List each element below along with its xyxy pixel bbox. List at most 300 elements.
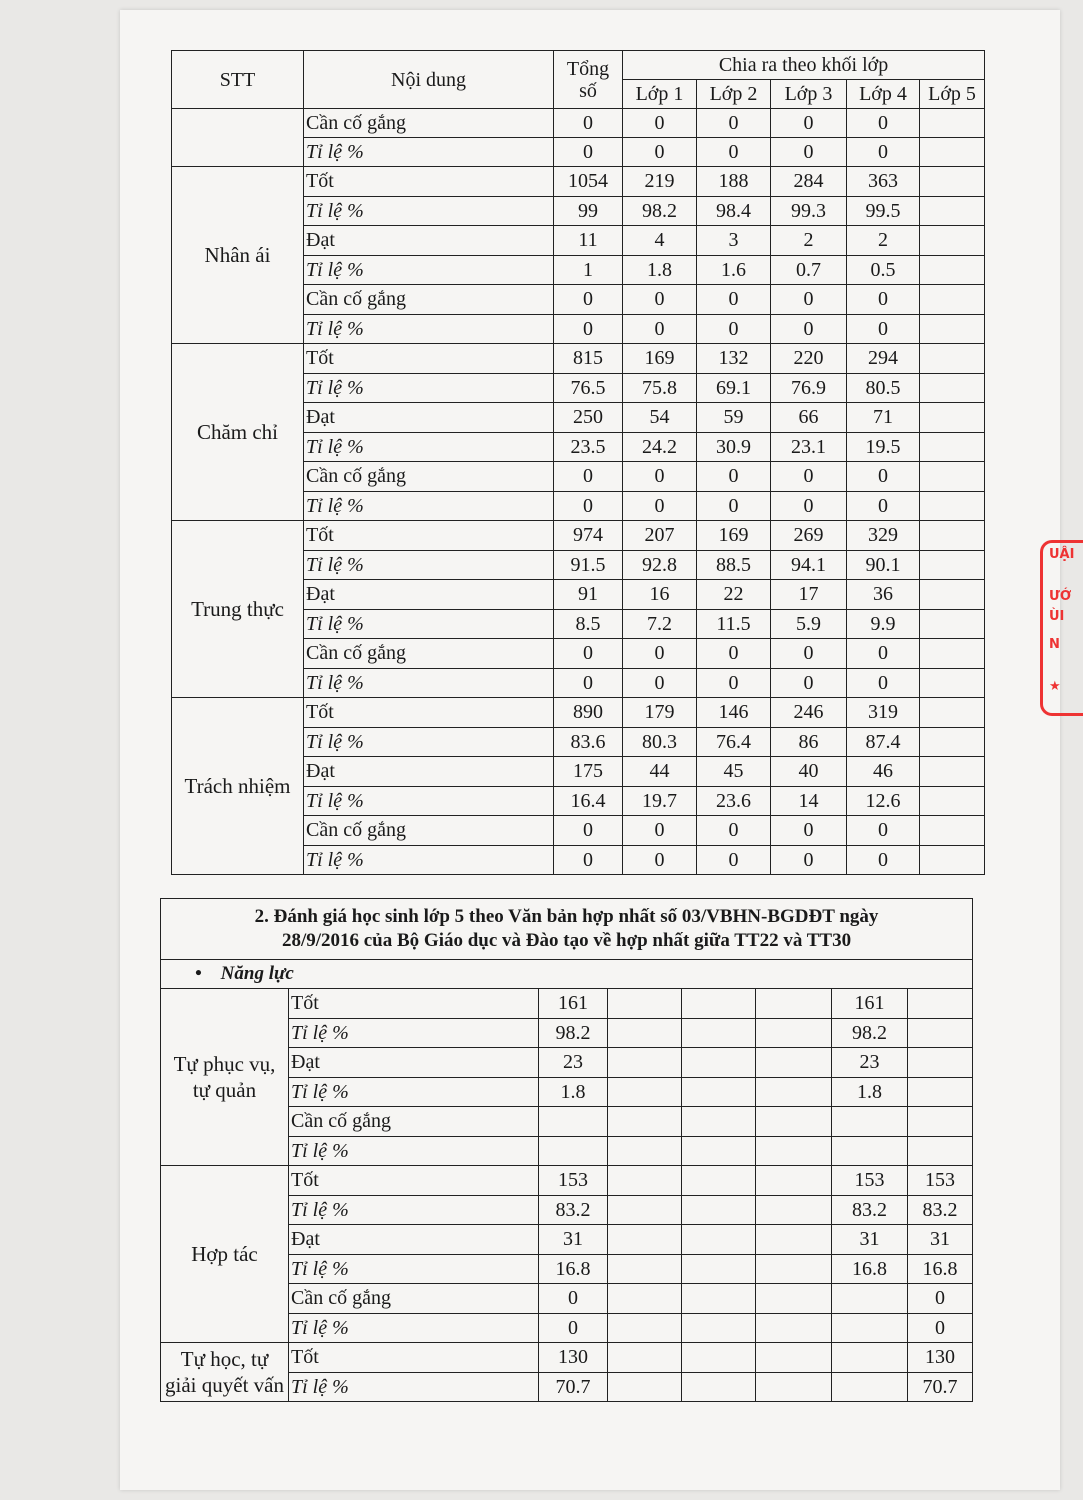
value-cell: 16.8 xyxy=(539,1254,608,1284)
value-cell: 99.3 xyxy=(771,196,847,226)
row-label: Cần cố gắng xyxy=(304,816,554,846)
evaluation-table-grade5 xyxy=(160,898,973,1402)
value-cell xyxy=(920,727,985,757)
value-cell: 70.7 xyxy=(539,1372,608,1402)
section-2-heading xyxy=(161,899,973,960)
value-cell xyxy=(756,1107,832,1137)
value-cell xyxy=(920,255,985,285)
subheading-text: Năng lực xyxy=(220,963,294,984)
header-lop-3: Lớp 3 xyxy=(771,80,847,109)
stamp-text-1: UẬI xyxy=(1049,547,1075,562)
value-cell: 0 xyxy=(623,639,697,669)
value-cell xyxy=(920,609,985,639)
value-cell: 23 xyxy=(832,1048,908,1078)
value-cell xyxy=(920,786,985,816)
row-label: Tốt xyxy=(304,167,554,197)
value-cell: 179 xyxy=(623,698,697,728)
value-cell: 99.5 xyxy=(847,196,920,226)
value-cell: 16 xyxy=(623,580,697,610)
value-cell xyxy=(920,403,985,433)
value-cell: 169 xyxy=(623,344,697,374)
value-cell xyxy=(920,580,985,610)
value-cell: 0 xyxy=(623,845,697,875)
value-cell: 1.8 xyxy=(623,255,697,285)
value-cell xyxy=(682,1048,756,1078)
value-cell: 890 xyxy=(554,698,623,728)
row-label: Cần cố gắng xyxy=(289,1284,539,1314)
value-cell xyxy=(920,109,985,138)
value-cell: 0 xyxy=(771,668,847,698)
value-cell: 329 xyxy=(847,521,920,551)
value-cell xyxy=(608,1254,682,1284)
value-cell xyxy=(682,1225,756,1255)
value-cell: 80.5 xyxy=(847,373,920,403)
row-label: Tỉ lệ % xyxy=(289,1077,539,1107)
value-cell: 0 xyxy=(554,314,623,344)
header-stt: STT xyxy=(172,51,304,109)
section-2-subheading: • Năng lực xyxy=(161,960,973,989)
value-cell: 2 xyxy=(847,226,920,256)
value-cell: 0 xyxy=(554,639,623,669)
value-cell: 11.5 xyxy=(697,609,771,639)
row-label: Tỉ lệ % xyxy=(304,138,554,167)
value-cell: 0 xyxy=(771,491,847,521)
value-cell xyxy=(832,1107,908,1137)
value-cell: 0.5 xyxy=(847,255,920,285)
value-cell xyxy=(608,1077,682,1107)
value-cell xyxy=(908,1018,973,1048)
value-cell xyxy=(920,373,985,403)
value-cell xyxy=(756,1077,832,1107)
value-cell xyxy=(682,1372,756,1402)
value-cell xyxy=(832,1284,908,1314)
value-cell xyxy=(920,462,985,492)
value-cell: 19.5 xyxy=(847,432,920,462)
value-cell: 1054 xyxy=(554,167,623,197)
value-cell: 0 xyxy=(554,491,623,521)
value-cell: 9.9 xyxy=(847,609,920,639)
row-label: Tốt xyxy=(304,698,554,728)
value-cell: 16.4 xyxy=(554,786,623,816)
category-cell: Nhân ái xyxy=(172,167,304,344)
value-cell xyxy=(608,1136,682,1166)
value-cell: 0 xyxy=(847,816,920,846)
value-cell: 0 xyxy=(847,314,920,344)
value-cell xyxy=(920,196,985,226)
value-cell: 1 xyxy=(554,255,623,285)
value-cell: 23 xyxy=(539,1048,608,1078)
table-row xyxy=(172,109,985,138)
value-cell xyxy=(682,1018,756,1048)
value-cell: 153 xyxy=(832,1166,908,1196)
value-cell: 219 xyxy=(623,167,697,197)
value-cell: 87.4 xyxy=(847,727,920,757)
value-cell: 76.5 xyxy=(554,373,623,403)
value-cell: 23.1 xyxy=(771,432,847,462)
value-cell xyxy=(920,816,985,846)
row-label: Tỉ lệ % xyxy=(304,196,554,226)
section-2-heading-line-1: 2. Đánh giá học sinh lớp 5 theo Văn bản hợp nhất số 03/VBHN-BGDĐT ngày xyxy=(254,906,879,927)
value-cell: 98.4 xyxy=(697,196,771,226)
value-cell: 0 xyxy=(697,639,771,669)
value-cell xyxy=(608,1313,682,1343)
value-cell: 0 xyxy=(847,285,920,315)
value-cell xyxy=(920,167,985,197)
value-cell: 0 xyxy=(623,491,697,521)
row-label: Đạt xyxy=(304,580,554,610)
value-cell: 16.8 xyxy=(832,1254,908,1284)
value-cell: 45 xyxy=(697,757,771,787)
value-cell xyxy=(832,1313,908,1343)
value-cell xyxy=(908,1077,973,1107)
value-cell xyxy=(920,521,985,551)
value-cell: 0 xyxy=(771,285,847,315)
value-cell xyxy=(539,1107,608,1137)
value-cell: 294 xyxy=(847,344,920,374)
row-label: Cần cố gắng xyxy=(304,462,554,492)
row-label: Đạt xyxy=(304,226,554,256)
value-cell: 0 xyxy=(554,845,623,875)
value-cell: 0 xyxy=(697,138,771,167)
value-cell: 130 xyxy=(539,1343,608,1373)
value-cell: 31 xyxy=(908,1225,973,1255)
value-cell: 98.2 xyxy=(832,1018,908,1048)
value-cell xyxy=(756,1048,832,1078)
row-label: Đạt xyxy=(289,1048,539,1078)
value-cell xyxy=(920,698,985,728)
value-cell: 23.6 xyxy=(697,786,771,816)
value-cell xyxy=(908,989,973,1019)
value-cell xyxy=(608,1048,682,1078)
value-cell: 0 xyxy=(697,109,771,138)
value-cell xyxy=(682,1195,756,1225)
value-cell: 59 xyxy=(697,403,771,433)
header-lop-5: Lớp 5 xyxy=(920,80,985,109)
value-cell: 69.1 xyxy=(697,373,771,403)
row-label: Tỉ lệ % xyxy=(289,1018,539,1048)
value-cell: 2 xyxy=(771,226,847,256)
row-label: Tỉ lệ % xyxy=(304,786,554,816)
value-cell: 0 xyxy=(847,845,920,875)
value-cell: 0 xyxy=(771,109,847,138)
row-label: Đạt xyxy=(304,403,554,433)
value-cell: 161 xyxy=(832,989,908,1019)
value-cell: 36 xyxy=(847,580,920,610)
section-2-heading-line-2: 28/9/2016 của Bộ Giáo dục và Đào tạo về hợp nhất giữa TT22 và TT30 xyxy=(281,930,852,951)
value-cell: 7.2 xyxy=(623,609,697,639)
row-label: Tỉ lệ % xyxy=(304,373,554,403)
value-cell xyxy=(756,989,832,1019)
value-cell: 88.5 xyxy=(697,550,771,580)
value-cell: 0 xyxy=(623,138,697,167)
value-cell xyxy=(682,1343,756,1373)
red-stamp-fragment xyxy=(1040,540,1083,716)
value-cell: 17 xyxy=(771,580,847,610)
value-cell xyxy=(832,1136,908,1166)
value-cell xyxy=(756,1018,832,1048)
value-cell: 0 xyxy=(554,109,623,138)
value-cell xyxy=(756,1166,832,1196)
value-cell: 0 xyxy=(697,816,771,846)
value-cell: 220 xyxy=(771,344,847,374)
value-cell xyxy=(920,344,985,374)
value-cell: 269 xyxy=(771,521,847,551)
value-cell xyxy=(608,1225,682,1255)
value-cell: 284 xyxy=(771,167,847,197)
value-cell: 0 xyxy=(554,462,623,492)
value-cell xyxy=(756,1136,832,1166)
row-label: Tốt xyxy=(304,344,554,374)
value-cell xyxy=(682,1077,756,1107)
row-label: Tốt xyxy=(304,521,554,551)
value-cell: 0 xyxy=(697,314,771,344)
value-cell xyxy=(608,1195,682,1225)
value-cell xyxy=(682,1313,756,1343)
value-cell: 0 xyxy=(847,639,920,669)
value-cell: 16.8 xyxy=(908,1254,973,1284)
value-cell: 0 xyxy=(623,816,697,846)
row-label: Đạt xyxy=(289,1225,539,1255)
category-cell: Trung thực xyxy=(172,521,304,698)
value-cell: 30.9 xyxy=(697,432,771,462)
value-cell: 0 xyxy=(554,138,623,167)
value-cell xyxy=(920,757,985,787)
row-label: Cần cố gắng xyxy=(304,109,554,138)
row-label: Cần cố gắng xyxy=(304,285,554,315)
value-cell: 3 xyxy=(697,226,771,256)
value-cell: 98.2 xyxy=(623,196,697,226)
value-cell: 0 xyxy=(623,109,697,138)
row-label: Tỉ lệ % xyxy=(304,609,554,639)
value-cell xyxy=(920,285,985,315)
value-cell: 0 xyxy=(908,1313,973,1343)
value-cell: 246 xyxy=(771,698,847,728)
value-cell: 0 xyxy=(908,1284,973,1314)
value-cell: 44 xyxy=(623,757,697,787)
table-row xyxy=(161,1343,973,1373)
row-label: Tỉ lệ % xyxy=(289,1372,539,1402)
value-cell: 0 xyxy=(554,285,623,315)
value-cell xyxy=(682,1107,756,1137)
value-cell xyxy=(608,1343,682,1373)
value-cell: 83.2 xyxy=(539,1195,608,1225)
value-cell: 54 xyxy=(623,403,697,433)
value-cell: 83.6 xyxy=(554,727,623,757)
value-cell xyxy=(756,1313,832,1343)
value-cell: 94.1 xyxy=(771,550,847,580)
value-cell: 974 xyxy=(554,521,623,551)
value-cell: 0 xyxy=(847,491,920,521)
category-cell: Chăm chỉ xyxy=(172,344,304,521)
header-noi-dung: Nội dung xyxy=(304,51,554,109)
value-cell: 161 xyxy=(539,989,608,1019)
value-cell xyxy=(832,1343,908,1373)
value-cell: 0 xyxy=(623,668,697,698)
value-cell: 31 xyxy=(539,1225,608,1255)
value-cell: 12.6 xyxy=(847,786,920,816)
value-cell: 0 xyxy=(771,138,847,167)
value-cell: 0 xyxy=(847,138,920,167)
row-label: Tỉ lệ % xyxy=(289,1195,539,1225)
value-cell: 0 xyxy=(847,462,920,492)
value-cell: 0 xyxy=(623,314,697,344)
value-cell: 0 xyxy=(771,639,847,669)
value-cell xyxy=(682,1254,756,1284)
category-cell: Tự học, tự giải quyết vấn xyxy=(161,1343,289,1402)
value-cell: 0 xyxy=(771,816,847,846)
row-label: Tỉ lệ % xyxy=(304,727,554,757)
header-chia-ra: Chia ra theo khối lớp xyxy=(623,51,985,80)
value-cell: 0 xyxy=(771,845,847,875)
value-cell: 0 xyxy=(554,668,623,698)
value-cell: 207 xyxy=(623,521,697,551)
stamp-text-4: N xyxy=(1049,637,1060,652)
row-label: Tỉ lệ % xyxy=(304,314,554,344)
table-row xyxy=(172,344,985,374)
value-cell xyxy=(920,491,985,521)
value-cell: 0 xyxy=(697,491,771,521)
table-row xyxy=(161,989,973,1019)
table-row xyxy=(172,167,985,197)
value-cell: 86 xyxy=(771,727,847,757)
value-cell: 46 xyxy=(847,757,920,787)
value-cell xyxy=(682,1136,756,1166)
value-cell xyxy=(756,1254,832,1284)
value-cell xyxy=(682,1166,756,1196)
value-cell: 99 xyxy=(554,196,623,226)
value-cell xyxy=(756,1284,832,1314)
header-tong-so: Tổng số xyxy=(554,51,623,109)
value-cell: 363 xyxy=(847,167,920,197)
value-cell: 0 xyxy=(697,462,771,492)
value-cell: 0 xyxy=(697,285,771,315)
value-cell: 153 xyxy=(908,1166,973,1196)
category-cell: Trách nhiệm xyxy=(172,698,304,875)
value-cell: 0 xyxy=(554,816,623,846)
value-cell xyxy=(682,1284,756,1314)
value-cell: 169 xyxy=(697,521,771,551)
value-cell: 83.2 xyxy=(832,1195,908,1225)
value-cell xyxy=(920,639,985,669)
value-cell xyxy=(920,668,985,698)
value-cell: 0.7 xyxy=(771,255,847,285)
value-cell: 0 xyxy=(847,668,920,698)
header-lop-2: Lớp 2 xyxy=(697,80,771,109)
value-cell: 815 xyxy=(554,344,623,374)
row-label: Tốt xyxy=(289,1166,539,1196)
value-cell: 0 xyxy=(623,462,697,492)
row-label: Tỉ lệ % xyxy=(304,668,554,698)
row-label: Tỉ lệ % xyxy=(304,845,554,875)
value-cell: 0 xyxy=(771,462,847,492)
value-cell: 76.9 xyxy=(771,373,847,403)
value-cell xyxy=(920,226,985,256)
value-cell: 250 xyxy=(554,403,623,433)
header-lop-1: Lớp 1 xyxy=(623,80,697,109)
row-label: Tỉ lệ % xyxy=(289,1313,539,1343)
value-cell: 31 xyxy=(832,1225,908,1255)
value-cell xyxy=(920,845,985,875)
value-cell xyxy=(908,1136,973,1166)
value-cell xyxy=(756,1372,832,1402)
row-label: Cần cố gắng xyxy=(304,639,554,669)
value-cell: 8.5 xyxy=(554,609,623,639)
value-cell: 1.8 xyxy=(539,1077,608,1107)
row-label: Cần cố gắng xyxy=(289,1107,539,1137)
value-cell: 0 xyxy=(697,668,771,698)
table-row xyxy=(172,521,985,551)
value-cell xyxy=(608,1284,682,1314)
value-cell: 0 xyxy=(771,314,847,344)
value-cell: 130 xyxy=(908,1343,973,1373)
value-cell xyxy=(608,1107,682,1137)
value-cell: 175 xyxy=(554,757,623,787)
row-label: Tỉ lệ % xyxy=(289,1254,539,1284)
value-cell: 14 xyxy=(771,786,847,816)
row-label: Tốt xyxy=(289,989,539,1019)
value-cell: 5.9 xyxy=(771,609,847,639)
value-cell: 83.2 xyxy=(908,1195,973,1225)
value-cell: 0 xyxy=(539,1284,608,1314)
value-cell xyxy=(832,1372,908,1402)
evaluation-table-main xyxy=(171,50,985,875)
value-cell xyxy=(608,1372,682,1402)
row-label: Tỉ lệ % xyxy=(304,255,554,285)
value-cell: 0 xyxy=(539,1313,608,1343)
header-lop-4: Lớp 4 xyxy=(847,80,920,109)
value-cell: 1.8 xyxy=(832,1077,908,1107)
value-cell: 153 xyxy=(539,1166,608,1196)
value-cell: 19.7 xyxy=(623,786,697,816)
value-cell: 71 xyxy=(847,403,920,433)
value-cell: 66 xyxy=(771,403,847,433)
value-cell xyxy=(908,1107,973,1137)
value-cell: 0 xyxy=(623,285,697,315)
row-label: Đạt xyxy=(304,757,554,787)
value-cell: 76.4 xyxy=(697,727,771,757)
value-cell: 75.8 xyxy=(623,373,697,403)
value-cell: 40 xyxy=(771,757,847,787)
value-cell: 319 xyxy=(847,698,920,728)
value-cell: 188 xyxy=(697,167,771,197)
value-cell: 24.2 xyxy=(623,432,697,462)
value-cell xyxy=(920,432,985,462)
row-label: Tỉ lệ % xyxy=(289,1136,539,1166)
row-label: Tỉ lệ % xyxy=(304,491,554,521)
category-cell: Tự phục vụ, tự quản xyxy=(161,989,289,1166)
value-cell xyxy=(539,1136,608,1166)
value-cell xyxy=(608,1166,682,1196)
row-label: Tỉ lệ % xyxy=(304,432,554,462)
value-cell: 132 xyxy=(697,344,771,374)
value-cell xyxy=(908,1048,973,1078)
value-cell: 98.2 xyxy=(539,1018,608,1048)
row-label: Tốt xyxy=(289,1343,539,1373)
value-cell xyxy=(756,1195,832,1225)
value-cell xyxy=(920,314,985,344)
value-cell: 70.7 xyxy=(908,1372,973,1402)
value-cell: 80.3 xyxy=(623,727,697,757)
value-cell xyxy=(682,989,756,1019)
value-cell: 11 xyxy=(554,226,623,256)
value-cell: 91.5 xyxy=(554,550,623,580)
value-cell: 22 xyxy=(697,580,771,610)
category-cell-empty xyxy=(172,109,304,167)
value-cell xyxy=(608,989,682,1019)
value-cell: 91 xyxy=(554,580,623,610)
stamp-star-icon: ★ xyxy=(1049,679,1061,694)
table-row xyxy=(172,698,985,728)
